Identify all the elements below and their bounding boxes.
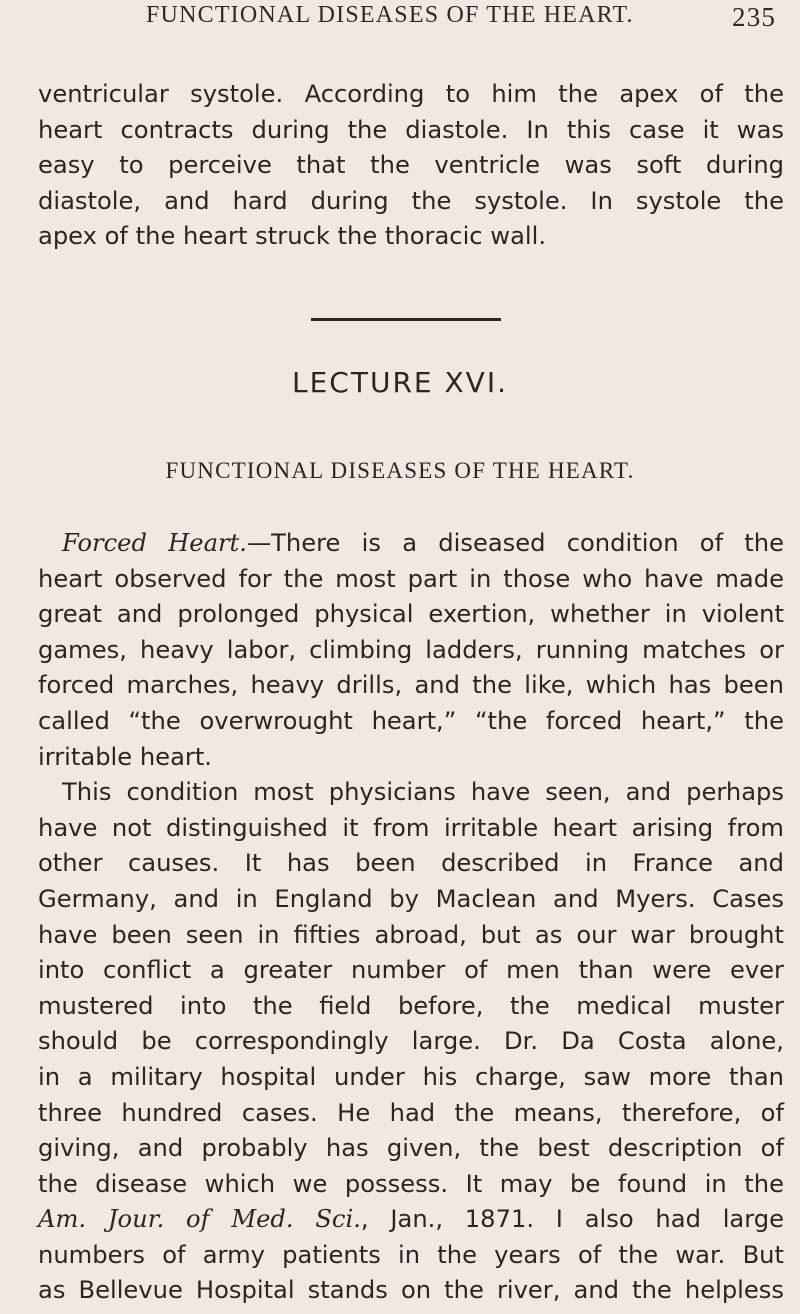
- running-head: [146, 2, 786, 38]
- forced-heart-heading: Forced Heart.: [62, 529, 247, 557]
- section-divider-rule: [311, 318, 501, 321]
- paragraph-continued: [38, 77, 784, 255]
- text-line: apex of the heart struck the thoracic wall.: [38, 222, 547, 251]
- text-line: [38, 1202, 784, 1238]
- lecture-title: LECTURE XVI.: [292, 366, 508, 399]
- text-line: easy to perceive that the ventricle was soft during: [38, 151, 784, 180]
- text-line: have been seen in fifties abroad, but as our war brought: [38, 920, 784, 949]
- running-head-title: FUNCTIONAL DISEASES OF THE HEART.: [146, 2, 634, 28]
- text-line: games, heavy labor, climbing ladders, running matches or: [38, 635, 784, 664]
- lecture-subtitle: FUNCTIONAL DISEASES OF THE HEART.: [165, 458, 635, 483]
- text-line: Germany, and in England by Maclean and Myers. Cases: [38, 884, 784, 913]
- journal-citation: Am. Jour. of Med. Sci.: [38, 1205, 361, 1234]
- text-line: [38, 526, 784, 562]
- text-line: in a military hospital under his charge, saw more than: [38, 1062, 784, 1091]
- text-line: This condition most physicians have seen, and perhaps: [62, 778, 784, 807]
- text-line: diastole, and hard during the systole. In systole the: [38, 186, 784, 215]
- text-line: should be correspondingly large. Dr. Da Costa alone,: [38, 1027, 784, 1056]
- text-line: as Bellevue Hospital stands on the river, and the helpless: [38, 1276, 784, 1305]
- text-fragment: —There is a diseased condition of the: [246, 529, 785, 557]
- text-line: heart observed for the most part in those who have made: [38, 564, 784, 593]
- text-line: into conflict a greater number of men than were ever: [38, 956, 784, 985]
- text-line: heart contracts during the diastole. In this case it was: [38, 115, 784, 144]
- text-line: the disease which we possess. It may be found in the: [38, 1169, 784, 1198]
- text-line: irritable heart.: [38, 742, 213, 771]
- text-line: called “the overwrought heart,” “the forced heart,” the: [38, 706, 784, 735]
- text-line: forced marches, heavy drills, and the like, which has been: [38, 671, 784, 700]
- text-line: great and prolonged physical exertion, whether in violent: [38, 600, 784, 629]
- text-line: ventricular systole. According to him the apex of the: [38, 80, 784, 108]
- text-line: have not distinguished it from irritable heart arising from: [38, 813, 784, 842]
- main-text: [38, 526, 784, 1309]
- page-number: 235: [732, 2, 777, 32]
- text-line: other causes. It has been described in France and: [38, 849, 784, 878]
- text-line: mustered into the field before, the medical muster: [38, 991, 784, 1020]
- text-line: three hundred cases. He had the means, therefore, of: [38, 1098, 784, 1127]
- text-fragment: , Jan., 1871. I also had large: [360, 1205, 784, 1234]
- text-line: giving, and probably has given, the best description of: [38, 1134, 784, 1163]
- text-line: numbers of army patients in the years of the war. But: [38, 1240, 784, 1269]
